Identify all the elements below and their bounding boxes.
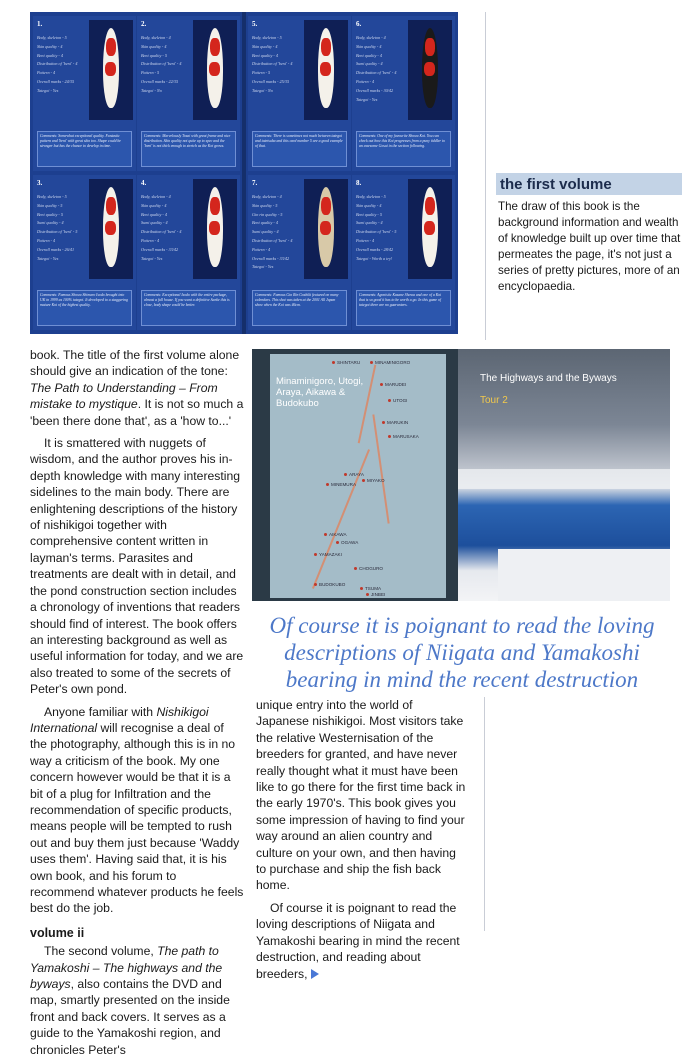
koi-panel-number: 5. — [252, 20, 258, 28]
koi-marking — [106, 197, 116, 215]
text: Anyone familiar with — [44, 704, 157, 719]
koi-stat: Body, skeleton - 4 — [252, 194, 282, 199]
koi-stats — [252, 34, 302, 96]
koi-stat: Skin quality - 5 — [37, 202, 63, 208]
koi-stat: Body, skeleton - 4 — [141, 194, 171, 199]
map-town: AIKAWA — [324, 532, 347, 537]
photo-title: The Highways and the Byways — [480, 373, 617, 384]
snow-landscape-photo — [458, 349, 670, 601]
koi-stat: Beni quality - 4 — [141, 211, 167, 217]
koi-stat: Pattern - 4 — [356, 237, 375, 243]
koi-stat: Beni quality - 4 — [356, 52, 382, 58]
koi-stats — [37, 193, 87, 263]
town-marker-icon — [380, 383, 383, 386]
koi-stat: Overall marks - 22/35 — [141, 78, 179, 84]
koi-spread-image — [30, 12, 458, 334]
town-marker-icon — [332, 361, 335, 364]
koi-stat: Skin quality - 4 — [356, 43, 382, 49]
koi-stats — [37, 34, 87, 96]
koi-stat: Overall marks - 25/35 — [252, 78, 290, 84]
koi-comment: Comments: One of my favourite Showa Koi. You can check out how this Koi progresses from a puny tiddler to an awesome Gosai in the section following. — [356, 131, 451, 167]
town-marker-icon — [388, 399, 391, 402]
map-town: MINEMURA — [326, 482, 356, 487]
pull-quote: Of course it is poignant to read the loving descriptions of Niigata and Yamakoshi bearing in mind the recent destruction — [269, 613, 655, 692]
koi-stat: Tategoi - Worth a try! — [356, 255, 393, 261]
koi-marking — [209, 221, 220, 235]
koi-stat: Pattern - 4 — [141, 237, 160, 243]
koi-stat: Body, skeleton - 5 — [37, 35, 67, 40]
koi-fish — [207, 28, 223, 108]
koi-stat: Body, skeleton - 5 — [252, 35, 282, 40]
koi-comment: Comments: Famous Gin Rin Goshiki featured on many calendars. This shot was taken at the 2001 All Japan show when the Koi was 46cm. — [252, 290, 347, 326]
text: book. The title of the first volume alone should give an indication of the tone: — [30, 348, 240, 379]
koi-stat: Beni quality - 5 — [356, 211, 382, 217]
paragraph — [30, 704, 244, 917]
koi-stat: Overall marks - 26/41 — [37, 246, 75, 252]
text: , also contains the DVD and map, smartly presented on the inside front and back covers. It serves as a guide to the Yamakoshi region, and chronicles Peter's — [30, 977, 230, 1057]
koi-stat: Sumi quality - 4 — [356, 61, 383, 67]
koi-panel-number: 1. — [37, 20, 43, 28]
koi-comment: Comments: Marvelously Tosai with great frame and nice distribution. Skin quality not quite up to spec and the 'beni' is not thick enough to stretch as the Koi grows. — [141, 131, 236, 167]
koi-stat: Skin quality - 4 — [37, 43, 63, 49]
koi-stat: Skin quality - 4 — [356, 202, 382, 208]
koi-stat: Overall marks - 28/42 — [356, 246, 394, 252]
koi-photo — [193, 20, 237, 120]
koi-stat: Overall marks - 30/42 — [356, 87, 394, 93]
map-town: MIYAKO — [362, 478, 385, 483]
map-spread-image — [252, 349, 670, 601]
sidebar-rule — [485, 12, 486, 340]
koi-photo — [408, 20, 452, 120]
snow-bank — [498, 549, 670, 601]
koi-stat: Gin rin quality - 5 — [252, 211, 283, 217]
koi-fish — [103, 187, 119, 267]
paragraph — [30, 347, 244, 429]
koi-marking — [321, 197, 331, 215]
map-town: TSUMA — [360, 586, 381, 591]
koi-panel — [137, 16, 240, 171]
koi-stat: Pattern - 5 — [141, 70, 160, 76]
koi-stats — [356, 34, 406, 104]
map-town: ARAYA — [344, 472, 364, 477]
koi-marking — [105, 62, 116, 76]
snow-bank — [458, 469, 670, 489]
koi-marking — [424, 62, 435, 76]
koi-photo — [304, 179, 348, 279]
map-town: OGAWA — [336, 540, 358, 545]
koi-stats — [141, 34, 191, 96]
koi-marking — [320, 221, 331, 235]
koi-comment: Comments: Exceptional Isodo with the entire package, almost a full house. If you want a definitive Sanke this is close, body shape could be better. — [141, 290, 236, 326]
continue-arrow-icon — [311, 969, 319, 979]
koi-stat: Sumi quality - 4 — [252, 229, 279, 235]
map-town: MINAMINIGORO — [370, 360, 410, 365]
koi-stat: Pattern - 4 — [37, 70, 56, 76]
koi-marking — [209, 62, 220, 76]
koi-photo — [304, 20, 348, 120]
town-marker-icon — [344, 473, 347, 476]
koi-stat: Pattern - 4 — [252, 246, 271, 252]
koi-stat: Skin quality - 4 — [141, 43, 167, 49]
koi-stats — [141, 193, 191, 263]
koi-stat: Distribution of 'beni' - 5 — [37, 229, 78, 235]
map-label: Minaminigoro, Utogi, Araya, Aikawa & Budokubo — [276, 376, 364, 409]
town-marker-icon — [314, 583, 317, 586]
koi-fish — [207, 187, 223, 267]
map-town: MARUSAKA — [388, 434, 419, 439]
koi-panel — [352, 16, 455, 171]
koi-stat: Body, skeleton - 5 — [356, 194, 386, 199]
text: will recognise a deal of the photography, although this is in no way a criticism of the book. My one concern however would be that it is a bit of a plug for Infiltration and the recommendation of specific products, means people will be tempted to rush out and buy them just because 'Waddy uses them'. Having said that, it is his own book, and his forum to recommend whatever products he feels best do the job. — [30, 720, 244, 916]
koi-marking — [106, 38, 116, 56]
koi-stat: Overall marks - 33/42 — [252, 255, 290, 261]
koi-fish — [318, 187, 334, 267]
koi-marking — [425, 197, 435, 215]
koi-stat: Tategoi - Yes — [356, 96, 378, 102]
koi-stats — [356, 193, 406, 263]
koi-panel — [33, 175, 136, 330]
column-rule — [484, 697, 485, 931]
koi-panel-number: 2. — [141, 20, 147, 28]
map-town: MARUDEI — [380, 382, 406, 387]
photo-tour: Tour 2 — [480, 395, 508, 406]
map-town: BUDOKUBO — [314, 582, 345, 587]
koi-stat: Overall marks - 33/42 — [141, 246, 179, 252]
town-marker-icon — [326, 483, 329, 486]
map-road — [372, 414, 389, 523]
text: The second volume, — [44, 944, 158, 959]
map-town: CHOGURO — [354, 566, 383, 571]
map-town: JINBEI — [366, 592, 385, 597]
koi-fish — [318, 28, 334, 108]
town-marker-icon — [336, 541, 339, 544]
koi-panel — [248, 175, 351, 330]
koi-stat: Distribution of 'beni' - 4 — [37, 61, 78, 67]
koi-panel-number: 4. — [141, 179, 147, 187]
koi-comment: Comments: Famous Showa Shimaro Isodo brought into UK in 1999 as 100% tategoi. It developed to a staggering mature Koi of the highest quality. — [37, 290, 132, 326]
sidebar-heading: the first volume — [500, 176, 612, 193]
town-marker-icon — [388, 435, 391, 438]
article-column-right — [256, 697, 468, 988]
spread-fold — [242, 12, 246, 334]
koi-stat: Distribution of 'beni' - 4 — [356, 70, 397, 76]
book-title: The Path to Understanding – From mistake to mystique — [30, 380, 218, 412]
koi-stat: Body, skeleton - 5 — [37, 194, 67, 199]
koi-stat: Tategoi - No — [141, 87, 162, 93]
koi-stat: Distribution of 'beni' - 4 — [141, 61, 182, 67]
koi-stat: Tategoi - Yes — [37, 87, 59, 93]
town-marker-icon — [362, 479, 365, 482]
map-town: SHINTARU — [332, 360, 360, 365]
koi-stat: Tategoi - No — [252, 87, 273, 93]
koi-marking — [210, 197, 220, 215]
koi-marking — [320, 62, 331, 76]
koi-fish — [422, 187, 438, 267]
sidebar-heading-box — [496, 173, 682, 195]
koi-panel — [352, 175, 455, 330]
koi-stat: Distribution of 'beni' - 4 — [252, 237, 293, 243]
map-town: UTOGI — [388, 398, 407, 403]
town-marker-icon — [354, 567, 357, 570]
town-marker-icon — [366, 593, 369, 596]
koi-marking — [425, 38, 435, 56]
koi-stat: Beni quality - 5 — [37, 211, 63, 217]
koi-stat: Beni quality - 4 — [37, 52, 63, 58]
book-title: The path to Yamakoshi – The highways and the byways — [30, 944, 223, 992]
koi-comment: Comments: Somewhat exceptional quality. Fantastic pattern and 'beni' with great skin too. Shape could be stronger but has the chance to develop in time. — [37, 131, 132, 167]
koi-stat: Sumi quality - 4 — [141, 220, 168, 226]
koi-panel-number: 8. — [356, 179, 362, 187]
text: Of course it is poignant to read the loving descriptions of Niigata and Yamakoshi bearing in mind the recent destruction, and reading about breeders, — [256, 900, 460, 981]
koi-stat: Distribution of 'beni' - 4 — [252, 61, 293, 67]
koi-marking — [105, 221, 116, 235]
town-marker-icon — [370, 361, 373, 364]
koi-stat: Pattern - 5 — [252, 70, 271, 76]
koi-panel — [33, 16, 136, 171]
koi-stat: Beni quality - 4 — [252, 52, 278, 58]
koi-stat: Distribution of 'beni' - 4 — [141, 229, 182, 235]
koi-stat: Beni quality - 5 — [141, 52, 167, 58]
koi-stat: Pattern - 4 — [37, 237, 56, 243]
koi-stat: Tategoi - Yes — [37, 255, 59, 261]
koi-marking — [210, 38, 220, 56]
koi-photo — [89, 20, 133, 120]
town-marker-icon — [360, 587, 363, 590]
koi-panel — [137, 175, 240, 330]
koi-photo — [89, 179, 133, 279]
koi-stat: Overall marks - 24/35 — [37, 78, 75, 84]
text: . It is not so much a 'been there done that', as a 'how to...' — [30, 397, 244, 428]
koi-stat: Sumi quality - 4 — [356, 220, 383, 226]
map-town: YAMAZAKI — [314, 552, 342, 557]
koi-comment: Comments: Agonistic Kasane Showa and one of a Koi that is so good it has to be worth a go. In this game of tategoi there are no guarantees. — [356, 290, 451, 326]
koi-stat: Beni quality - 4 — [252, 220, 278, 226]
paragraph: unique entry into the world of Japanese nishikigoi. Most visitors take the relative Westernisation of the breeders for granted, and have never really thought what it must have been like to go there for the first time back in the early 1970's. This book gives you some impression of having to find your way around an alien country and culture on your own, and then having to purchase and ship the fish back home. — [256, 698, 466, 893]
koi-fish — [103, 28, 119, 108]
koi-panel-number: 3. — [37, 179, 43, 187]
koi-stat: Body, skeleton - 4 — [141, 35, 171, 40]
koi-stat: Pattern - 4 — [356, 78, 375, 84]
subheading: volume ii — [30, 925, 85, 940]
town-marker-icon — [382, 421, 385, 424]
region-map — [270, 354, 446, 598]
paragraph: It is smattered with nuggets of wisdom, and the author proves his in-depth knowledge with many interesting sidelines to the main body. There are enlightening descriptions of the history of nishikigoi together with comprehensive content written in layman's terms. Parasites and treatments are dealt with in detail, and the pond construction section includes a chronology of inventions that readers should find of interest. The book offers an interesting background as well as useful information for today, and we are also treated to some of the secrets of Peter's own pond. — [30, 436, 244, 697]
koi-stat: Body, skeleton - 4 — [356, 35, 386, 40]
koi-photo — [408, 179, 452, 279]
koi-panel — [248, 16, 351, 171]
koi-stat: Skin quality - 4 — [252, 43, 278, 49]
paragraph — [30, 943, 244, 1058]
koi-stat: Tategoi - Yes — [141, 255, 163, 261]
town-marker-icon — [324, 533, 327, 536]
town-marker-icon — [314, 553, 317, 556]
koi-stat: Tategoi - Yes — [252, 264, 274, 270]
paragraph — [256, 900, 468, 982]
koi-stat: Sumi quality - 4 — [37, 220, 64, 226]
koi-stats — [252, 193, 302, 272]
koi-marking — [321, 38, 331, 56]
article-column-left — [30, 347, 244, 1064]
sidebar-body: The draw of this book is the background information and wealth of knowledge built up over time that permeates the page, it's not just a series of pretty pictures, more of an encyclopaedia. — [498, 200, 681, 293]
koi-stat: Skin quality - 4 — [141, 202, 167, 208]
koi-stat: Distribution of 'beni' - 5 — [356, 229, 397, 235]
koi-stat: Skin quality - 5 — [252, 202, 278, 208]
koi-marking — [424, 221, 435, 235]
koi-comment: Comments: There is sometimes not much between tategoi and tatetsuba and this card number 5 are a good example of that. — [252, 131, 347, 167]
koi-photo — [193, 179, 237, 279]
koi-panel-number: 7. — [252, 179, 258, 187]
koi-fish — [422, 28, 438, 108]
koi-panel-number: 6. — [356, 20, 362, 28]
map-town: MARUKIN — [382, 420, 408, 425]
publication-title: Nishikigoi International — [30, 704, 209, 735]
